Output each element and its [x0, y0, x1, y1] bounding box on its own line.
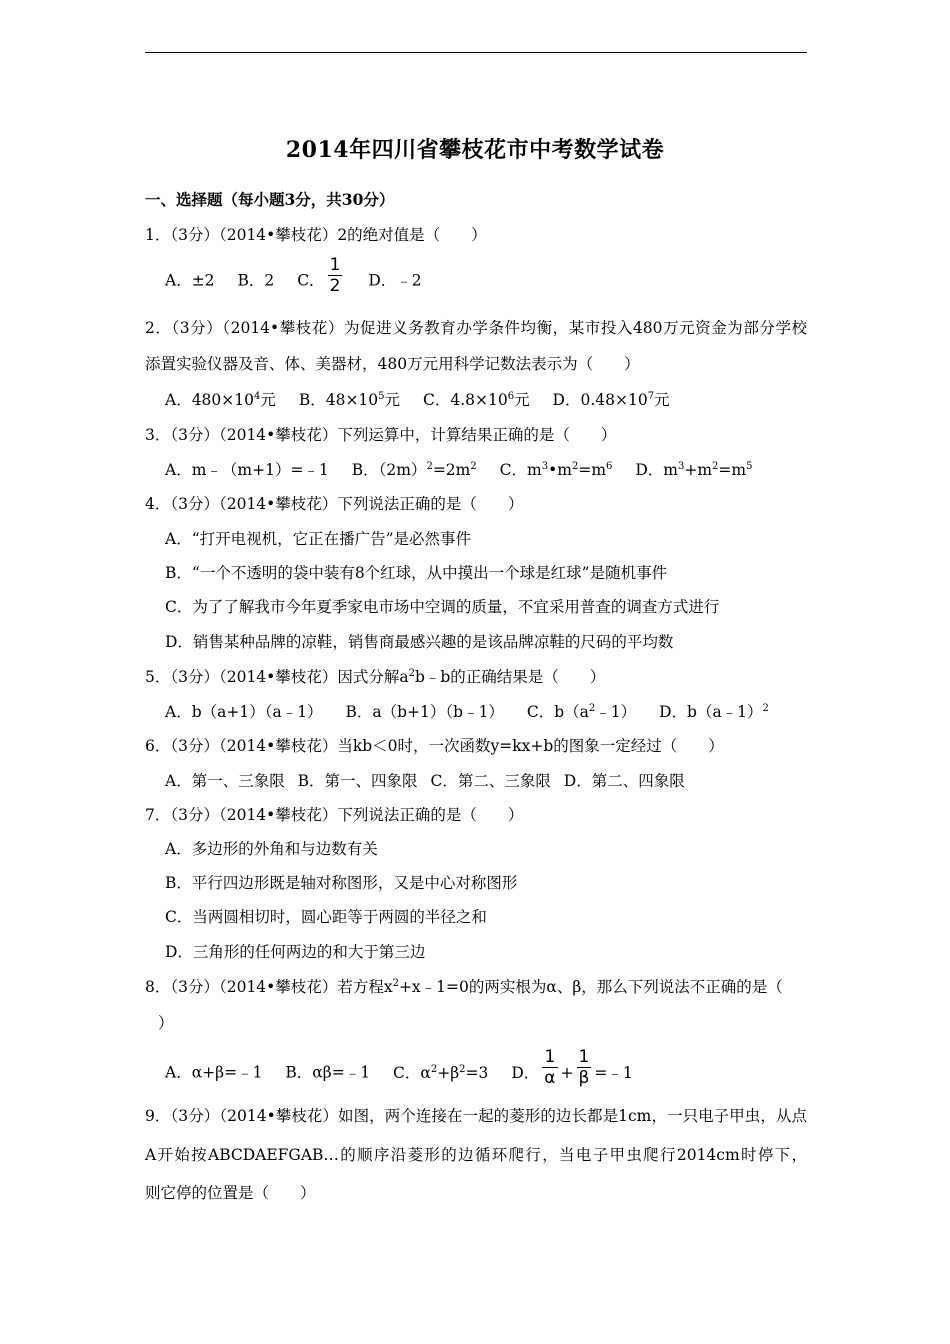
question-7-stem: 7．（3分）（2014•攀枝花）下列说法正确的是（ ） [145, 806, 524, 824]
question-1-options [165, 255, 422, 296]
question-4-option-a: A．“打开电视机，它正在播广告”是必然事件 [165, 530, 472, 548]
option-d: D．﹣2 [368, 271, 422, 290]
page-title: 2014年四川省攀枝花市中考数学试卷 [285, 137, 665, 163]
question-7-option-b: B．平行四边形既是轴对称图形，又是中心对称图形 [165, 874, 518, 892]
header-rule [145, 52, 807, 53]
fraction-one-over-alpha: $\frac{1}{\alpha}$ [544, 1047, 556, 1088]
option-b: B．$(2m)^2=2m^2$ [351, 460, 477, 479]
question-6-stem: 6．（3分）（2014•攀枝花）当kb＜0时，一次函数y=kx+b的图象一定经过（ ） [145, 737, 724, 755]
question-2-stem-line1: 2．（3分）（2014•攀枝花）为促进义务教育办学条件均衡，某市投入480万元资金为部分学校 [145, 319, 807, 337]
option-b: B．第一、四象限 [297, 772, 418, 790]
question-4-option-d: D．销售某种品牌的凉鞋，销售商最感兴趣的是该品牌凉鞋的尺码的平均数 [165, 633, 674, 651]
question-9-stem-line3: 则它停的位置是（ ） [145, 1184, 316, 1202]
question-4-option-b: B．“一个不透明的袋中装有8个红球，从中摸出一个球是红球”是随机事件 [165, 564, 668, 582]
question-7-option-c: C．当两圆相切时，圆心距等于两圆的半径之和 [165, 908, 487, 926]
option-c: C．$\alpha^2+\beta^2=3$ [393, 1063, 489, 1082]
question-7-option-d: D．三角形的任何两边的和大于第三边 [165, 943, 426, 961]
option-a: A．$480\times 10^4$元 [165, 390, 276, 409]
option-b: B．αβ=﹣1 [285, 1063, 371, 1082]
option-b: B．a（b+1）（b﹣1） [345, 703, 504, 721]
option-d: D．b（a﹣1）$^2$ [659, 702, 769, 721]
option-a: A．±2 [165, 271, 215, 290]
question-4-stem: 4．（3分）（2014•攀枝花）下列说法正确的是（ ） [145, 495, 524, 513]
option-b: B．$48\times 10^5$元 [298, 390, 401, 409]
option-a: A．b（a+1）（a﹣1） [165, 703, 323, 721]
option-b: B．2 [237, 271, 275, 290]
fraction-one-half: $\frac{1}{2}$ [329, 255, 341, 296]
question-3-options [165, 460, 752, 480]
question-5-options [165, 702, 769, 722]
question-8-stem-line1: 8．（3分）（2014•攀枝花）若方程$x^2+x﹣1=0$的两实根为α、β，那么下列说法不正确的是（ [145, 977, 783, 996]
option-d: D．$m^3+m^2=m^5$ [635, 460, 753, 479]
option-a: A．第一、三象限 [165, 772, 285, 790]
option-d: D． $\frac{1}{\alpha}$ + $\frac{1}{\beta}$ =﹣1 [511, 1047, 633, 1088]
question-8-options [165, 1047, 633, 1088]
question-1-stem: 1．（3分）（2014•攀枝花）2的绝对值是（ ） [145, 226, 487, 244]
option-c: C．第二、三象限 [430, 772, 551, 790]
question-2-options [165, 390, 670, 410]
question-2-stem-line2: 添置实验仪器及音、体、美器材，480万元用科学记数法表示为（ ） [145, 355, 640, 373]
question-5-stem: 5．（3分）（2014•攀枝花）因式分解$a^2b﹣b$的正确结果是（ ） [145, 667, 606, 686]
option-d: D．第二、四象限 [563, 772, 685, 790]
option-c: C．$4.8\times 10^6$元 [422, 390, 530, 409]
question-3-stem: 3．（3分）（2014•攀枝花）下列运算中，计算结果正确的是（ ） [145, 426, 617, 444]
question-8-stem-line2: ） [158, 1014, 174, 1032]
option-c-label: C． [297, 271, 325, 290]
question-9-stem-line2: A开始按ABCDAEFGAB…的顺序沿菱形的边循环爬行，当电子甲虫爬行2014cm时停下， [145, 1146, 807, 1164]
question-9-stem-line1: 9．（3分）（2014•攀枝花）如图，两个连接在一起的菱形的边长都是1cm，一只电子甲虫，从点 [145, 1107, 807, 1125]
option-a: A．m﹣（m+1）=﹣1 [165, 461, 329, 479]
option-c: C．$m^3•m^2=m^6$ [499, 460, 613, 479]
question-4-option-c: C．为了了解我市今年夏季家电市场中空调的质量，不宜采用普查的调查方式进行 [165, 598, 720, 616]
section-heading: 一、选择题（每小题3分，共30分） [145, 190, 395, 209]
option-a: A．α+β=﹣1 [165, 1063, 263, 1082]
fraction-one-over-beta: $\frac{1}{\beta}$ [578, 1047, 590, 1088]
option-c: C．$b(a^2﹣1)$ [526, 702, 637, 721]
question-6-options [165, 771, 685, 791]
option-d: D．$0.48\times 10^7$元 [552, 390, 670, 409]
question-7-option-a: A．多边形的外角和与边数有关 [165, 840, 378, 858]
